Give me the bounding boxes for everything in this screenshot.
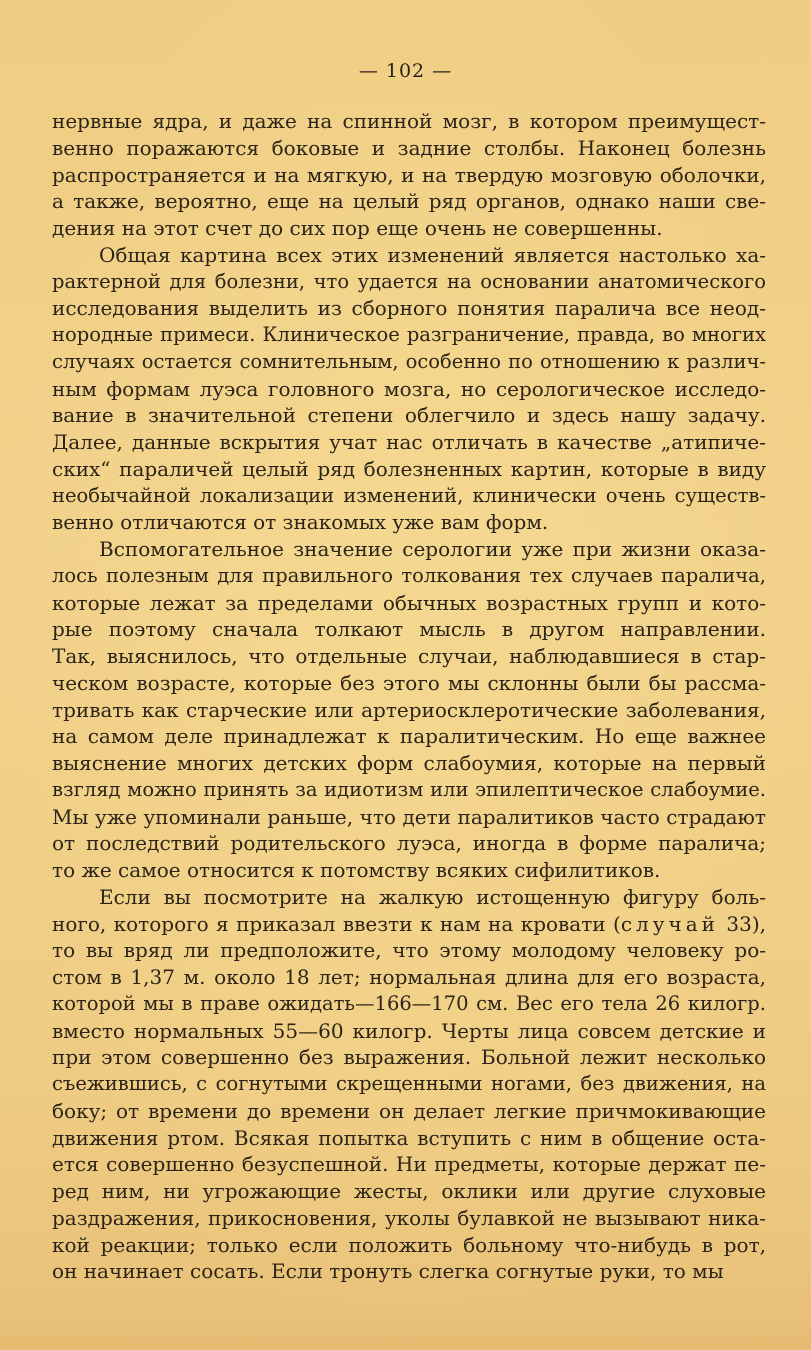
text-line: рактерной для болезни, что удается на основании анатомического [52,269,766,293]
text-line: кой реакции; только если положить больному что-нибудь в рот, [52,1232,766,1257]
text-line: ред ним, ни угрожающие жесты, оклики или другие слуховые [52,1179,766,1203]
text-line: то же самое относится к потомству всяких сифилитиков. [52,858,661,882]
text-line: ется совершенно безуспешной. Ни предметы, которые держат пе- [52,1152,766,1177]
text-line: ских“ параличей целый ряд болезненных картин, которые в виду [52,456,766,481]
text-line: боку; от времени до времени он делает легкие причмокивающие [52,1098,766,1123]
text-line: он начинает сосать. Если тронуть слегка согнутые руки, то мы [52,1259,724,1284]
text-line: ческом возрасте, которые без этого мы склонны были бы рассма- [52,670,766,695]
text-line: дения на этот счет до сих пор еще очень не совершенны. [52,216,663,240]
text-line: случаях остается сомнительным, особенно по отношению к различ- [52,349,766,373]
text-line: венно отличаются от знакомых уже вам форм. [52,510,549,535]
text-line: движения ртом. Всякая попытка вступить с ним в общение оста- [52,1125,766,1150]
text-line: нородные примеси. Клиническое разграничение, правда, во многих [52,323,766,346]
text-line: то вы вряд ли предположите, что этому молодому человеку ро- [52,938,766,963]
text-line: ным формам луэса головного мозга, но серологическое исследо- [52,376,766,401]
text-line: рые поэтому сначала толкают мысль в другом направлении. [52,617,766,642]
text-line: ного, которого я приказал ввезти к нам на кровати (случай 33), [52,911,767,936]
text-line: Так, выяснилось, что отдельные случаи, наблюдавшиеся в стар- [52,644,766,668]
text-line: Общая картина всех этих изменений является настолько ха- [99,242,766,267]
text-line: стом в 1,37 м. около 18 лет; нормальная длина для его возраста, [52,965,766,989]
text-line: при этом совершенно без выражения. Больной лежит несколько [52,1045,766,1070]
text-line: лось полезным для правильного толкования тех случаев паралича, [52,563,766,587]
text-line: распространяется и на мягкую, и на твердую мозговую оболочки, [52,162,766,187]
body-text [52,108,766,1285]
text-line: выяснение многих детских форм слабоумия, которые на первый [52,751,766,775]
text-line: вание в значительной степени облегчило и здесь нашу задачу. [52,403,766,428]
paragraph [52,884,766,1285]
text-line: от последствий родительского луэса, иногда в форме паралича; [52,831,766,856]
text-line: вместо нормальных 55—60 килогр. Черты лица совсем детские и [52,1018,766,1043]
paragraph [52,108,766,242]
text-line: которые лежат за пределами обычных возрастных групп и кото- [52,590,766,615]
page-edge-shadow [0,1310,811,1350]
text-line: Мы уже упоминали раньше, что дети паралитиков часто страдают [52,804,766,829]
paragraph [52,536,766,884]
text-line: которой мы в праве ожидать—166—170 см. Вес его тела 26 килогр. [52,991,766,1015]
text-line: исследования выделить из сборного понятия паралича все неод- [52,296,766,321]
text-line: а также, вероятно, еще на целый ряд органов, однако наши све- [52,189,766,214]
text-line: на самом деле принадлежат к паралитическим. Но еще важнее [52,724,766,749]
text-line: тривать как старческие или артериосклеротические заболевания, [52,697,766,722]
text-line: Вспомогательное значение серологии уже при жизни оказа- [99,537,766,561]
text-line: нервные ядра, и даже на спинной мозг, в котором преимущест- [52,109,766,133]
text-line: раздражения, прикосновения, уколы булавкой не вызывают ника- [52,1205,766,1230]
page-number: — 102 — [358,60,453,82]
text-line: Если вы посмотрите на жалкую истощенную фигуру боль- [99,884,766,909]
paragraph [52,242,766,536]
text-line: Далее, данные вскрытия учат нас отличать в качестве „атипиче- [52,430,766,454]
text-line: венно поражаются боковые и задние столбы. Наконец болезнь [52,135,766,160]
text-line: взгляд можно принять за идиотизм или эпилептическое слабоумие. [52,777,766,801]
text-line: съежившись, с согнутыми скрещенными ногами, без движения, на [52,1072,766,1095]
text-line: необычайной локализации изменений, клинически очень существ- [52,483,766,507]
